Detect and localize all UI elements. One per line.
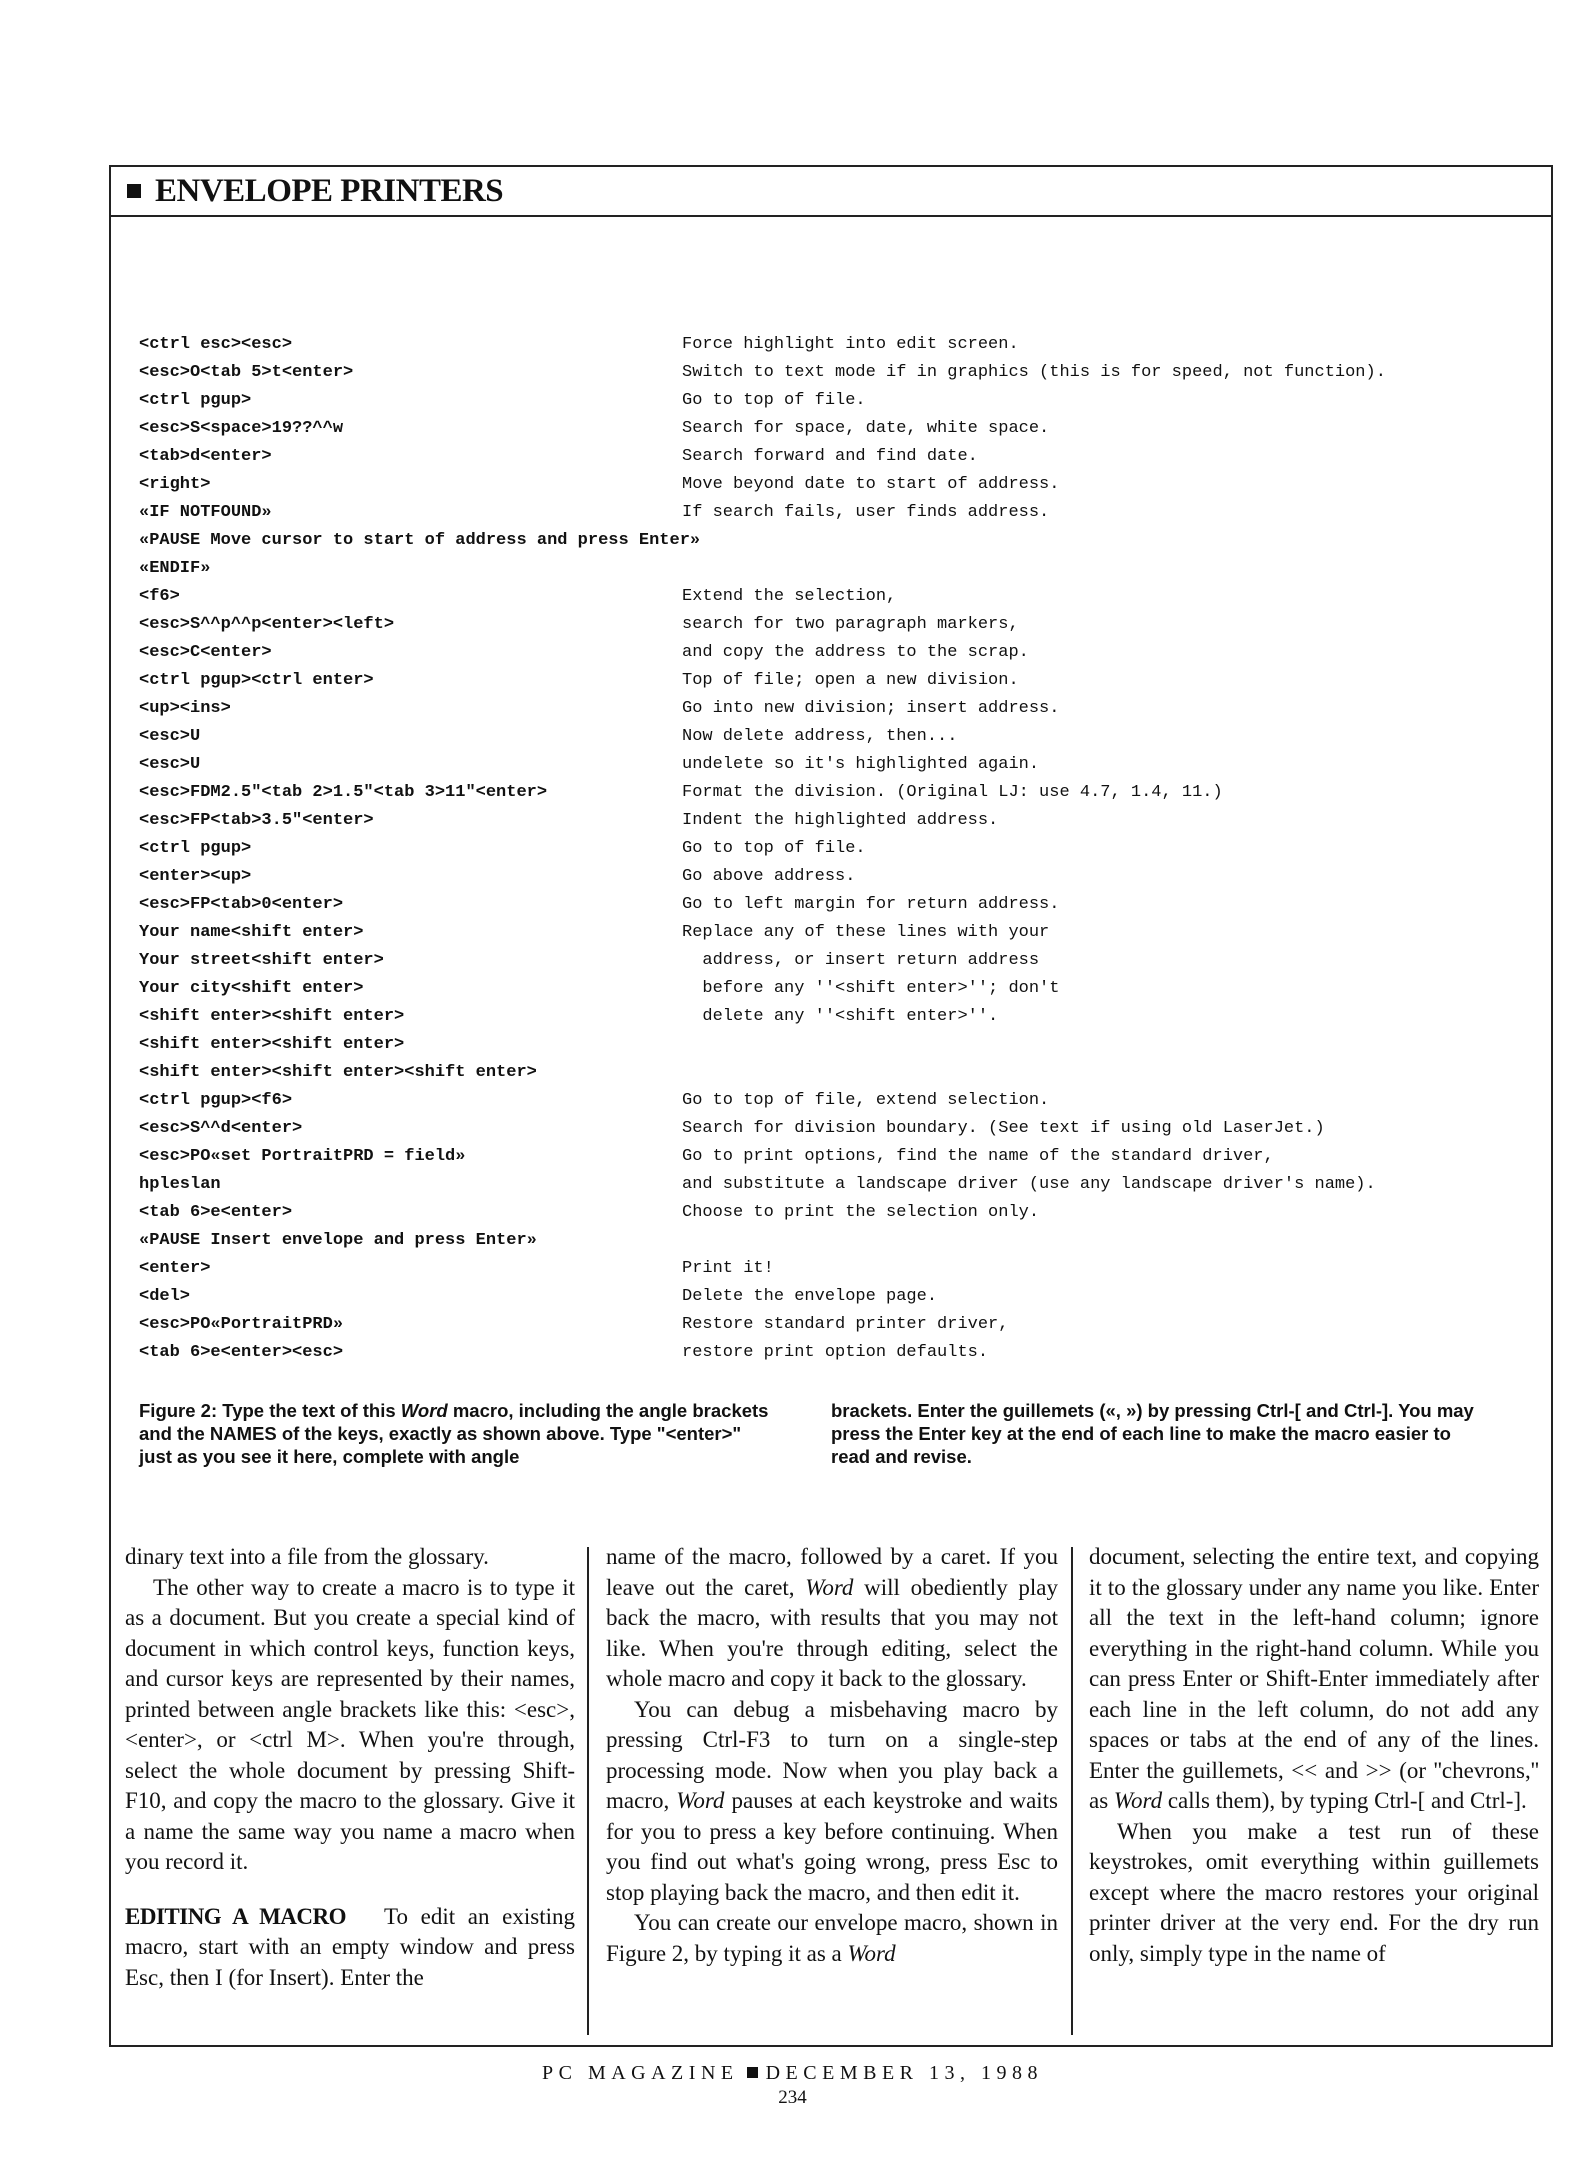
paragraph: The other way to create a macro is to type it as a document. But you create a special kind of document in which control keys, function keys, and cursor keys are represented by their names, printed between angle brackets like this: <esc>, <enter>, or <ctrl M>. When you're through, select the whole document by pressing Shift-F10, and copy the macro to the glossary. Give it a name the same way you name a macro when you record it. bbox=[125, 1574, 575, 1874]
macro-line bbox=[139, 1199, 1539, 1227]
macro-comment: Search for division boundary. (See text if using old LaserJet.) bbox=[682, 1119, 1325, 1138]
macro-line bbox=[139, 1059, 1539, 1087]
macro-line bbox=[139, 499, 1539, 527]
macro-line bbox=[139, 835, 1539, 863]
macro-line bbox=[139, 807, 1539, 835]
macro-keystrokes: <esc>FDM2.5"<tab 2>1.5"<tab 3>11"<enter> bbox=[139, 783, 548, 802]
macro-line bbox=[139, 1283, 1539, 1311]
macro-keystrokes: <ctrl pgup><f6> bbox=[139, 1091, 293, 1110]
macro-listing bbox=[139, 331, 1539, 1367]
macro-comment: Go to top of file. bbox=[682, 839, 866, 858]
paragraph: dinary text into a file from the glossary. bbox=[125, 1544, 489, 1569]
macro-keystrokes: <esc>U bbox=[139, 755, 201, 774]
body-column-3 bbox=[1089, 1542, 1539, 2042]
macro-comment: Go to left margin for return address. bbox=[682, 895, 1060, 914]
caption-label: Figure 2: bbox=[139, 1400, 218, 1421]
section-title: ENVELOPE PRINTERS bbox=[155, 172, 504, 209]
page-footer bbox=[0, 2062, 1585, 2085]
macro-keystrokes: <tab>d<enter> bbox=[139, 447, 272, 466]
macro-keystrokes: «IF NOTFOUND» bbox=[139, 503, 272, 522]
macro-keystrokes: Your name<shift enter> bbox=[139, 923, 364, 942]
issue-date: DECEMBER 13, 1988 bbox=[765, 2062, 1044, 2084]
macro-keystrokes: <tab 6>e<enter> bbox=[139, 1203, 293, 1222]
macro-line bbox=[139, 947, 1539, 975]
macro-comment: and copy the address to the scrap. bbox=[682, 643, 1029, 662]
paragraph: name of the macro, followed by a caret. If you leave out the caret, Word will obediently play back the macro, with results that you may not like. When you're through editing, select the whole macro and copy it back to the glossary. bbox=[606, 1544, 1059, 1691]
macro-line bbox=[139, 359, 1539, 387]
macro-line bbox=[139, 639, 1539, 667]
macro-comment: and substitute a landscape driver (use any landscape driver's name). bbox=[682, 1175, 1376, 1194]
macro-line bbox=[139, 1115, 1539, 1143]
paragraph: When you make a test run of these keystrokes, omit everything within guillemets except where the macro restores your original printer driver at the very end. For the dry run only, simply type in the name of bbox=[1089, 1818, 1539, 1966]
macro-line bbox=[139, 1255, 1539, 1283]
macro-keystrokes: <esc>S^^p^^p<enter><left> bbox=[139, 615, 395, 634]
macro-comment: Extend the selection, bbox=[682, 587, 897, 606]
body-column-2 bbox=[606, 1542, 1058, 2042]
macro-comment: Go into new division; insert address. bbox=[682, 699, 1060, 718]
macro-line bbox=[139, 1003, 1539, 1031]
macro-keystrokes: <esc>O<tab 5>t<enter> bbox=[139, 363, 354, 382]
paragraph: EDITING A MACRO To edit an existing macro, start with an empty window and press Esc, then I (for Insert). Enter the bbox=[125, 1903, 575, 1990]
macro-keystrokes: <shift enter><shift enter><shift enter> bbox=[139, 1063, 537, 1082]
macro-comment: Go to top of file. bbox=[682, 391, 866, 410]
macro-line bbox=[139, 443, 1539, 471]
macro-line bbox=[139, 779, 1539, 807]
subheading: EDITING A MACRO bbox=[125, 1903, 347, 1929]
macro-keystrokes: <esc>PO«PortraitPRD» bbox=[139, 1315, 344, 1334]
macro-comment: before any ''<shift enter>''; don't bbox=[682, 979, 1060, 998]
macro-line bbox=[139, 1171, 1539, 1199]
macro-keystrokes: hpleslan bbox=[139, 1175, 221, 1194]
macro-keystrokes: <esc>FP<tab>0<enter> bbox=[139, 895, 344, 914]
macro-comment: undelete so it's highlighted again. bbox=[682, 755, 1040, 774]
macro-comment: Force highlight into edit screen. bbox=[682, 335, 1019, 354]
macro-comment: search for two paragraph markers, bbox=[682, 615, 1019, 634]
macro-comment: If search fails, user finds address. bbox=[682, 503, 1050, 522]
macro-comment: Search for space, date, white space. bbox=[682, 419, 1050, 438]
macro-keystrokes: <ctrl pgup><ctrl enter> bbox=[139, 671, 374, 690]
macro-comment: Switch to text mode if in graphics (this is for speed, not function). bbox=[682, 363, 1386, 382]
macro-comment: Top of file; open a new division. bbox=[682, 671, 1019, 690]
macro-comment: delete any ''<shift enter>''. bbox=[682, 1007, 999, 1026]
paragraph: You can create our envelope macro, shown in Figure 2, by typing it as a Word bbox=[606, 1910, 1058, 1966]
macro-comment: Choose to print the selection only. bbox=[682, 1203, 1040, 1222]
macro-keystrokes: <enter> bbox=[139, 1259, 211, 1278]
macro-keystrokes: <ctrl pgup> bbox=[139, 391, 252, 410]
macro-keystrokes: Your street<shift enter> bbox=[139, 951, 384, 970]
macro-line bbox=[139, 583, 1539, 611]
macro-comment: Format the division. (Original LJ: use 4.7, 1.4, 11.) bbox=[682, 783, 1223, 802]
macro-line bbox=[139, 1087, 1539, 1115]
macro-line bbox=[139, 1311, 1539, 1339]
article-body bbox=[125, 1542, 1541, 2042]
article-box bbox=[109, 165, 1553, 2047]
macro-keystrokes: <tab 6>e<enter><esc> bbox=[139, 1343, 344, 1362]
macro-keystrokes: «ENDIF» bbox=[139, 559, 211, 578]
macro-line bbox=[139, 527, 1539, 555]
macro-comment: Now delete address, then... bbox=[682, 727, 958, 746]
macro-line bbox=[139, 1143, 1539, 1171]
macro-comment: Move beyond date to start of address. bbox=[682, 475, 1060, 494]
macro-line bbox=[139, 331, 1539, 359]
macro-keystrokes: <shift enter><shift enter> bbox=[139, 1007, 405, 1026]
macro-keystrokes: «PAUSE Move cursor to start of address and press Enter» bbox=[139, 531, 701, 550]
macro-comment: Search forward and find date. bbox=[682, 447, 978, 466]
macro-comment: Delete the envelope page. bbox=[682, 1287, 938, 1306]
macro-line bbox=[139, 415, 1539, 443]
macro-line bbox=[139, 555, 1539, 583]
page-number: 234 bbox=[778, 2087, 807, 2108]
macro-line bbox=[139, 919, 1539, 947]
paragraph: You can debug a misbehaving macro by pressing Ctrl-F3 to turn on a single-step processing mode. Now when you play back a macro, Word pauses at each keystroke and waits for you to press a key before continuing. When you find out what's going wrong, press Esc to stop playing back the macro, and then edit it. bbox=[606, 1696, 1059, 1905]
macro-line bbox=[139, 863, 1539, 891]
macro-line bbox=[139, 751, 1539, 779]
macro-comment: Restore standard printer driver, bbox=[682, 1315, 1009, 1334]
macro-keystrokes: <ctrl pgup> bbox=[139, 839, 252, 858]
macro-keystrokes: «PAUSE Insert envelope and press Enter» bbox=[139, 1231, 537, 1250]
body-column-1 bbox=[125, 1542, 575, 2042]
macro-keystrokes: <esc>U bbox=[139, 727, 201, 746]
square-bullet-icon bbox=[127, 184, 141, 198]
macro-line bbox=[139, 695, 1539, 723]
macro-keystrokes: <ctrl esc><esc> bbox=[139, 335, 293, 354]
macro-keystrokes: <right> bbox=[139, 475, 211, 494]
macro-line bbox=[139, 1339, 1539, 1367]
macro-line bbox=[139, 723, 1539, 751]
macro-keystrokes: <esc>C<enter> bbox=[139, 643, 272, 662]
macro-comment: Go above address. bbox=[682, 867, 856, 886]
macro-keystrokes: Your city<shift enter> bbox=[139, 979, 364, 998]
caption-col-2: brackets. Enter the guillemets («, ») by pressing Ctrl-[ and Ctrl-]. You may press the Enter key at the end of each line to make the macro easier to read and revise. bbox=[831, 1400, 1474, 1467]
macro-line bbox=[139, 471, 1539, 499]
macro-comment: Print it! bbox=[682, 1259, 774, 1278]
section-header bbox=[111, 167, 1551, 217]
macro-line bbox=[139, 975, 1539, 1003]
macro-line bbox=[139, 387, 1539, 415]
square-bullet-icon bbox=[747, 2067, 758, 2078]
macro-comment: restore print option defaults. bbox=[682, 1343, 989, 1362]
macro-line bbox=[139, 1031, 1539, 1059]
macro-line bbox=[139, 891, 1539, 919]
macro-comment: Replace any of these lines with your bbox=[682, 923, 1050, 942]
macro-keystrokes: <esc>PO«set PortraitPRD = field» bbox=[139, 1147, 466, 1166]
macro-comment: Indent the highlighted address. bbox=[682, 811, 999, 830]
macro-keystrokes: <up><ins> bbox=[139, 699, 231, 718]
macro-keystrokes: <del> bbox=[139, 1287, 191, 1306]
macro-comment: Go to print options, find the name of the standard driver, bbox=[682, 1147, 1274, 1166]
macro-keystrokes: <esc>S<space>19??^^w bbox=[139, 419, 344, 438]
macro-comment: Go to top of file, extend selection. bbox=[682, 1091, 1050, 1110]
macro-line bbox=[139, 1227, 1539, 1255]
macro-keystrokes: <shift enter><shift enter> bbox=[139, 1035, 405, 1054]
magazine-name: PC MAGAZINE bbox=[541, 2062, 739, 2084]
macro-line bbox=[139, 611, 1539, 639]
macro-keystrokes: <esc>S^^d<enter> bbox=[139, 1119, 303, 1138]
macro-comment: address, or insert return address bbox=[682, 951, 1040, 970]
macro-keystrokes: <enter><up> bbox=[139, 867, 252, 886]
caption-col-1: Figure 2: Type the text of this Word macro, including the angle brackets and the NAMES of the keys, exactly as shown above. Type "<enter>" just as you see it here, complete with angle bbox=[139, 1400, 769, 1467]
macro-line bbox=[139, 667, 1539, 695]
macro-keystrokes: <f6> bbox=[139, 587, 180, 606]
paragraph: document, selecting the entire text, and copying it to the glossary under any name you like. Enter all the text in the left-hand column; ignore everything in the right-hand column. While you can press Enter or Shift-Enter immediately after each line in the left column, do not add any spaces or tabs at the end of any of the lines. Enter the guillemets, << and >> (or ''chevrons,'' as Word calls them), by typing Ctrl-[ and Ctrl-]. bbox=[1089, 1544, 1539, 1813]
macro-keystrokes: <esc>FP<tab>3.5"<enter> bbox=[139, 811, 374, 830]
